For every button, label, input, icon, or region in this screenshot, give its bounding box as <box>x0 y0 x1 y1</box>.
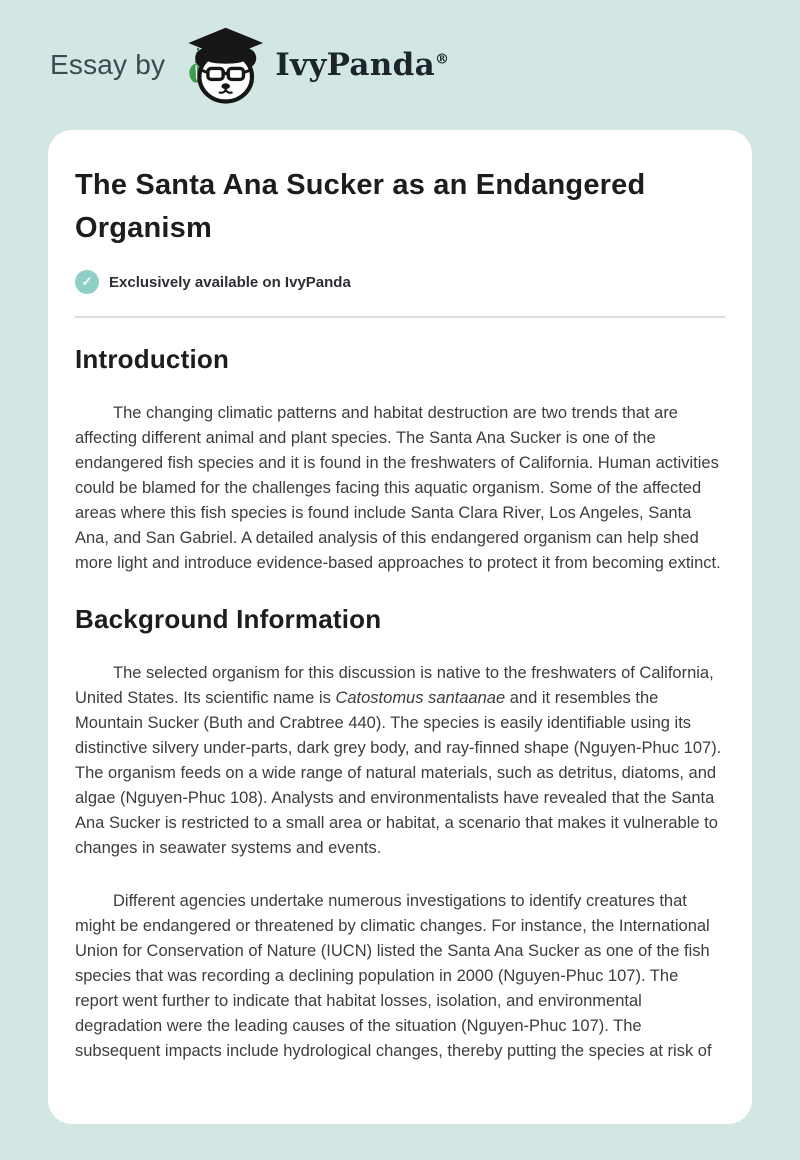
species-name-italic: Catostomus santaanae <box>335 689 506 707</box>
registered-mark: ® <box>435 51 450 68</box>
essay-by-label: Essay by <box>50 49 166 80</box>
section-heading-background: Background Information <box>75 604 382 634</box>
essay-title: The Santa Ana Sucker as an Endangered Organism <box>75 169 646 244</box>
background-paragraph-1 <box>75 661 725 861</box>
exclusive-badge-label: Exclusively available on IvyPanda <box>109 273 351 291</box>
intro-paragraph: The changing climatic patterns and habitat destruction are two trends that are affecting different animal and plant species. The Santa Ana Sucker is one of the endangered fish species and it is found in the freshwaters of California. Human activities could be blamed for the challenges facing this aquatic organism. Some of the affected areas where this fish species is found include Santa Clara River, Los Angeles, Santa Ana, and San Gabriel. A detailed analysis of this endangered organism can help shed more light and introduce evidence-based approaches to protect it from becoming extinct. <box>75 404 721 572</box>
panda-graduate-icon <box>181 26 267 104</box>
divider <box>75 316 725 318</box>
check-icon: ✓ <box>75 270 99 294</box>
essay-card <box>48 130 752 1124</box>
exclusive-badge <box>75 270 725 294</box>
brand-text: IvyPanda <box>275 47 435 83</box>
brand-name <box>275 47 449 83</box>
section-heading-introduction: Introduction <box>75 344 230 374</box>
header <box>0 0 800 130</box>
background-paragraph-1-before: The selected organism for this discussion is native to the freshwaters of California, United States. Its scientific name is <box>75 664 714 707</box>
background-paragraph-2: Different agencies undertake numerous investigations to identify creatures that might be endangered or threatened by climatic changes. For instance, the International Union for Conservation of Nature (IUCN) listed the Santa Ana Sucker as one of the fish species that was recording a declining population in 2000 (Nguyen-Phuc 107). The report went further to indicate that habitat losses, isolation, and environmental degradation were the leading causes of the situation (Nguyen-Phuc 107). The subsequent impacts include hydrological changes, thereby putting the species at risk of <box>75 892 712 1060</box>
ivypanda-logo <box>181 26 449 104</box>
background-paragraph-1-after: and it resembles the Mountain Sucker (Buth and Crabtree 440). The species is easily identifiable using its distinctive silvery under-parts, dark grey body, and ray-finned shape (Nguyen-Phuc 107). The organism feeds on a wide range of natural materials, such as detritus, diatoms, and algae (Nguyen-Phuc 108). Analysts and environmentalists have revealed that the Santa Ana Sucker is restricted to a small area or habitat, a scenario that makes it vulnerable to changes in seawater systems and events. <box>75 689 722 857</box>
